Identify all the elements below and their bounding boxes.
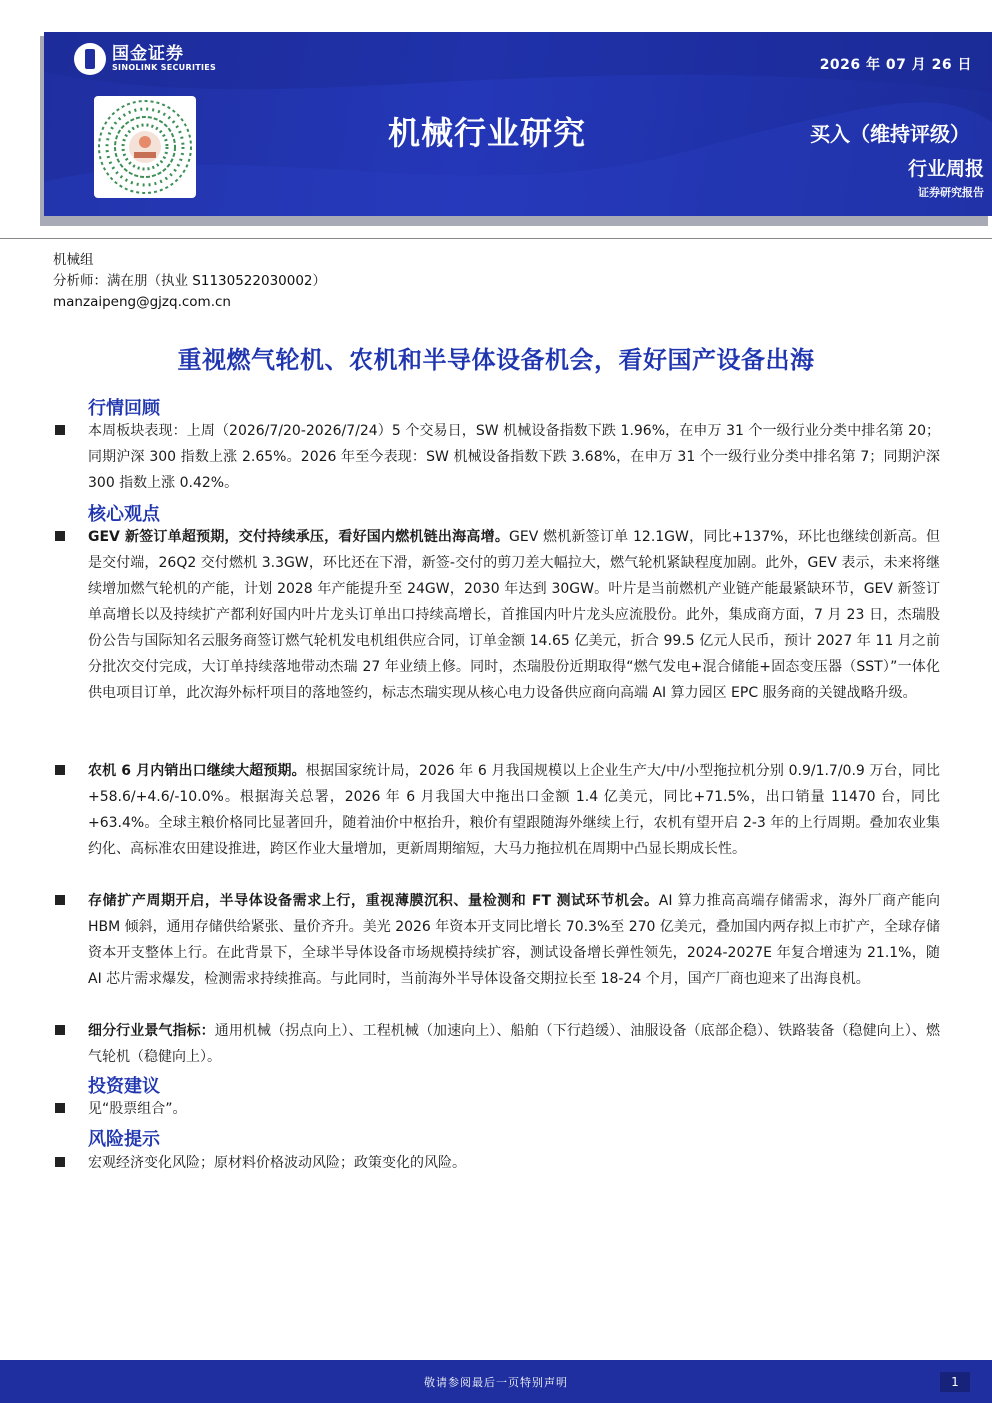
bullet-icon — [55, 895, 65, 905]
report-type: 行业周报 — [907, 158, 984, 180]
logo-cn: 国金证券 — [112, 44, 184, 64]
company-logo — [74, 43, 216, 75]
qr-pattern — [94, 96, 196, 198]
paragraph-farm-body: 根据国家统计局，2026 年 6 月我国规模以上企业生产大/中/小型拖拉机分别 0.9/1.7/0.9 万台，同比+58.6/+4.6/-10.0%。根据海关总署，2026 年 6 月我国大中拖出口金额 1.4 亿美元，同比+71.5%，出口销量 11470 台，同比+63.4%。全球主粮价格同比显著回升，随着油价中枢抬升，粮价有望跟随海外继续上行，农机有望开启 2-3 年的上行周期。叠加农业集约化、高标准农田建设推进，跨区作业大量增加，更新周期缩短，大马力拖拉机在周期中凸显长期成长性。 — [88, 763, 940, 857]
paragraph-sector-body: 通用机械（拐点向上）、工程机械（加速向上）、船舶（下行趋缓）、油服设备（底部企稳）、铁路装备（稳健向上）、燃气轮机（稳健向上）。 — [88, 1023, 941, 1065]
report-date: 2026 年 07 月 26 日 — [819, 57, 972, 73]
section-heading-core-views: 核心观点 — [88, 504, 160, 525]
analyst-group: 机械组 — [53, 252, 94, 268]
paragraph-market: 本周板块表现：上周（2026/7/20-2026/7/24）5 个交易日，SW 机械设备指数下跌 1.96%，在申万 31 个一级行业分类中排名第 20；同期沪深 300 指数上涨 2.65%。2026 年至今表现：SW 机械设备指数下跌 3.68%，在申万 31 个一级行业分类中排名第 7；同期沪深 300 指数上涨 0.42%。 — [88, 423, 940, 491]
header-banner — [44, 32, 992, 216]
logo-mark-icon — [74, 43, 106, 75]
analyst-info — [53, 250, 326, 313]
report-headline: 重视燃气轮机、农机和半导体设备机会，看好国产设备出海 — [177, 346, 815, 374]
analyst-name: 分析师：满在朋（执业 S1130522030002） — [53, 273, 327, 289]
analyst-email[interactable]: manzaipeng@gjzq.com.cn — [53, 294, 231, 310]
logo-en: SINOLINK SECURITIES — [112, 63, 217, 72]
footer-disclaimer: 敬请参阅最后一页特别声明 — [424, 1376, 568, 1389]
paragraph-storage-body: AI 算力推高高端存储需求，海外厂商产能向 HBM 倾斜，通用存储供给紧张、量价齐升。美光 2026 年资本开支同比增长 70.3%至 270 亿美元，叠加国内两存拟上市扩产，全球存储资本开支整体上行。在此背景下，全球半导体设备市场规模持续扩容，测试设备增长弹性领先，2024-2027E 年复合增速为 21.1%，随 AI 芯片需求爆发，检测需求持续推高。与此同时，当前海外半导体设备交期拉长至 18-24 个月，国产厂商也迎来了出海良机。 — [88, 893, 940, 987]
bullet-icon — [55, 531, 65, 541]
divider — [0, 238, 992, 239]
paragraph-gev-body: GEV 燃机新签订单 12.1GW，同比+137%，环比也继续创新高。但是交付端，26Q2 交付燃机 3.3GW，环比还在下滑，新签-交付的剪刀差大幅拉大，燃气轮机紧缺程度加剧。此外，GEV 表示，未来将继续增加燃气轮机的产能，计划 2028 年产能提升至 24GW，2030 年达到 30GW。叶片是当前燃机产业链产能最紧缺环节，GEV 新签订单高增长以及持续扩产都利好国内叶片龙头订单出口持续高增长，首推国内叶片龙头应流股份。此外，集成商方面，7 月 23 日，杰瑞股份公告与国际知名云服务商签订燃气轮机发电机组供应合同，订单金额 14.65 亿美元，折合 99.5 亿元人民币，预计 2027 年 11 月之前分批次交付完成，大订单持续落地带动杰瑞 27 年业绩上修。同时，杰瑞股份近期取得“燃气发电+混合储能+固态变压器（SST）”一体化供电项目订单，此次海外标杆项目的落地签约，标志杰瑞实现从核心电力设备供应商向高端 AI 算力园区 EPC 服务商的关键战略升级。 — [88, 529, 940, 701]
section-heading-risk: 风险提示 — [88, 1129, 160, 1150]
section-heading-investment: 投资建议 — [88, 1076, 160, 1097]
report-category-title: 机械行业研究 — [388, 114, 587, 152]
page-number: 1 — [940, 1372, 970, 1392]
bullet-icon — [55, 1103, 65, 1113]
bullet-icon — [55, 1025, 65, 1035]
paragraph-risk: 宏观经济变化风险；原材料价格波动风险；政策变化的风险。 — [88, 1155, 466, 1171]
paragraph-farm — [88, 758, 940, 862]
bullet-icon — [55, 1157, 65, 1167]
paragraph-sector-lead: 细分行业景气指标： — [88, 1023, 215, 1039]
bullet-icon — [55, 425, 65, 435]
section-heading-market-review: 行情回顾 — [88, 398, 160, 419]
paragraph-gev — [88, 524, 940, 706]
paragraph-sector — [88, 1018, 940, 1070]
report-subtitle: 证券研究报告 — [918, 186, 984, 199]
paragraph-investment: 见“股票组合”。 — [88, 1101, 187, 1117]
paragraph-gev-lead: GEV 新签订单超预期，交付持续承压，看好国内燃机链出海高增。 — [88, 529, 510, 545]
rating-label: 买入（维持评级） — [810, 122, 970, 146]
bullet-icon — [55, 765, 65, 775]
paragraph-storage-lead: 存储扩产周期开启，半导体设备需求上行，重视薄膜沉积、量检测和 FT 测试环节机会。 — [88, 893, 659, 909]
paragraph-farm-lead: 农机 6 月内销出口继续大超预期。 — [88, 763, 306, 779]
paragraph-storage — [88, 888, 940, 992]
qr-code-icon — [94, 96, 196, 198]
